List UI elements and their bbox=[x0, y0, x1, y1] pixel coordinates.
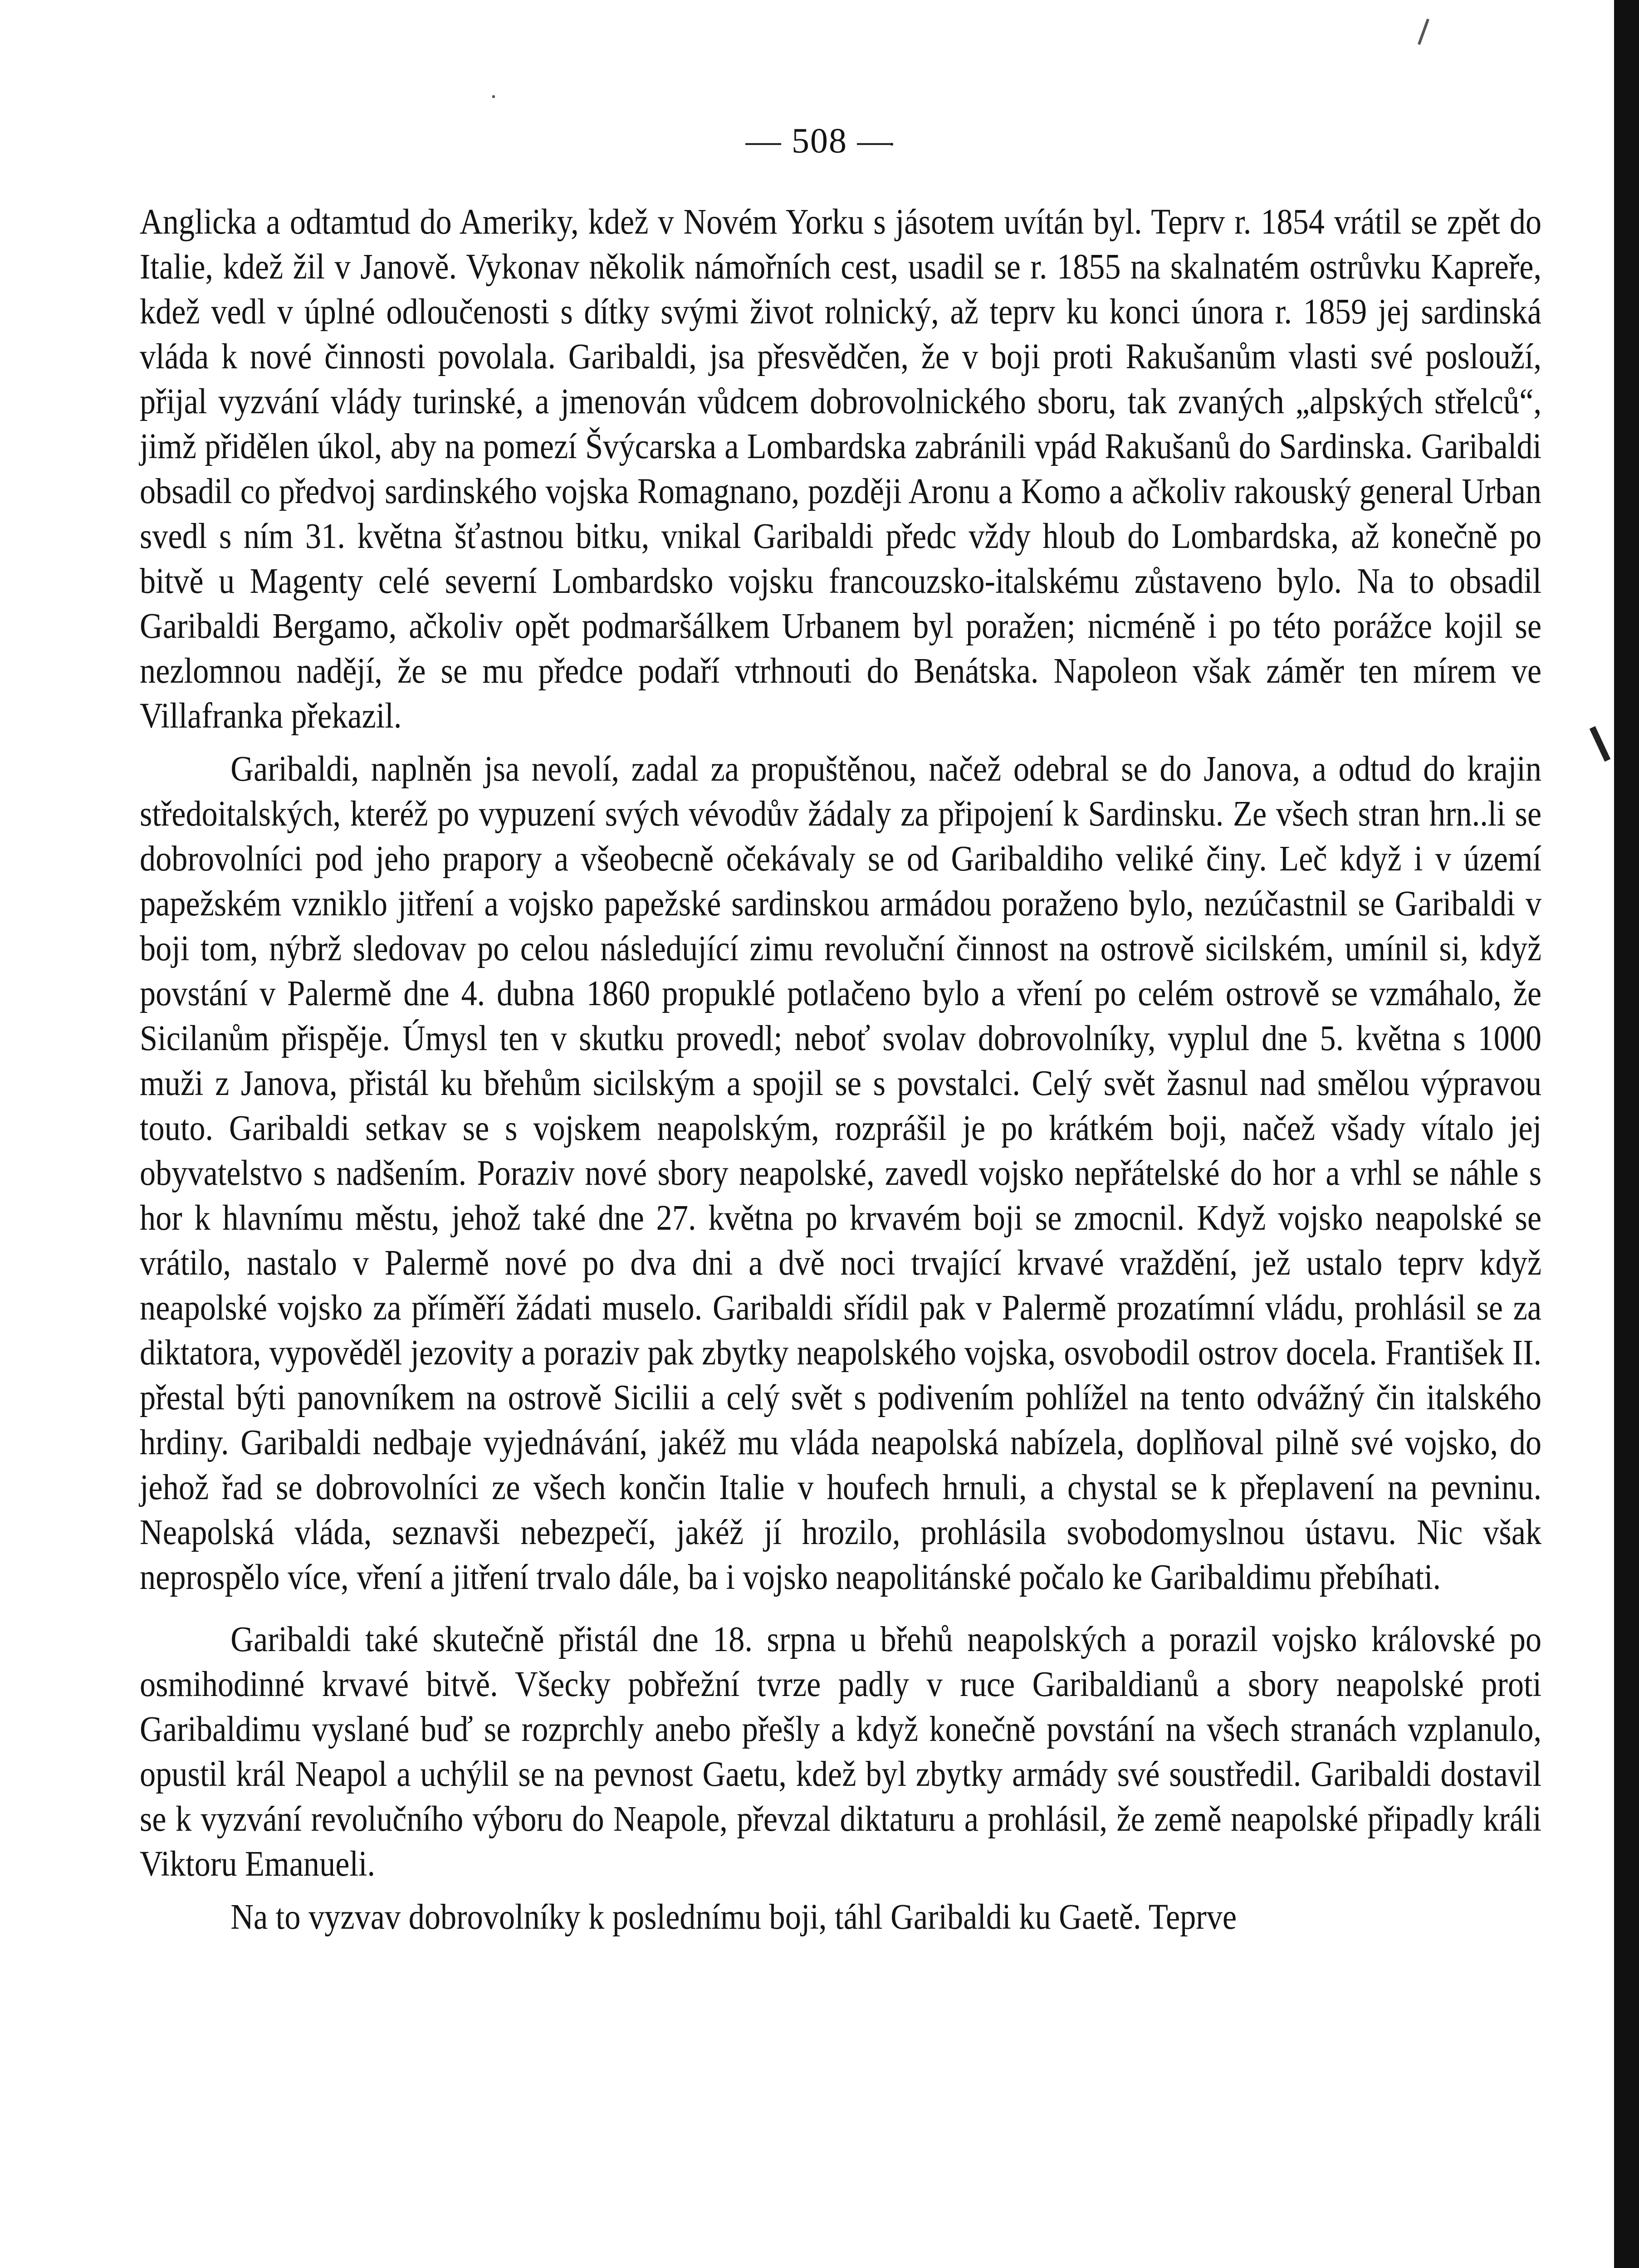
paragraph-4: Na to vyzvav dobrovolníky k poslednímu boji, táhl Garibaldi ku Gaetě. Teprve bbox=[230, 1897, 1237, 1937]
text-body bbox=[140, 200, 1541, 1940]
scan-speck bbox=[1418, 19, 1429, 45]
paragraph-3: Garibaldi také skutečně přistál dne 18. srpna u břehů neapolských a porazil vojsko královské po osmihodinné krvavé bitvě. Všecky pobřežní tvrze padly v ruce Garibaldianů a sbory neapolské proti Garibaldimu vyslané buď se rozprchly anebo přešly a když konečně povstání na všech stranách vzplanulo, opustil král Neapol a uchýlil se na pevnost Gaetu, kdež byl zbytky armády své soustředil. Garibaldi dostavil se k vyzvání revolučního výboru do Neapole, převzal diktaturu a prohlásil, že země neapolské připadly králi Viktoru Emanueli. bbox=[140, 1620, 1542, 1884]
scan-speck bbox=[492, 95, 495, 98]
paragraph-1: Anglicka a odtamtud do Ameriky, kdež v Novém Yorku s jásotem uvítán byl. Teprv r. 1854 vrátil se zpět do Italie, kdež žil v Janově. Vykonav několik námořních cest, usadil se r. 1855 na skalnatém ostrůvku Kapreře, kdež vedl v úplné odloučenosti s dítky svými život rolnický, až teprv ku konci února r. 1859 jej sardinská vláda k nové činnosti povolala. Garibaldi, jsa přesvědčen, že v boji proti Rakušanům vlasti své poslouží, přijal vyzvání vlády turinské, a jmenován vůdcem dobrovolnického sboru, tak zvaných „alpských střelců“, jimž přidělen úkol, aby na pomezí Švýcarska a Lombardska zabránili vpád Rakušanů do Sardinska. Garibaldi obsadil co předvoj sardinského vojska Romagnano, později Aronu a Komo a ačkoliv rakouský general Urban svedl s ním 31. května šťastnou bitku, vnikal Garibaldi předc vždy hloub do Lombardska, až konečně po bitvě u Magenty celé severní Lombardsko vojsku francouzsko-italskému zůstaveno bylo. Na to obsadil Garibaldi Bergamo, ačkoliv opět podmaršálkem Urbanem byl poražen; nicméně i po této porážce kojil se nezlomnou nadějí, že se mu předce podaří vtrhnouti do Benátska. Napoleon však záměr ten mírem ve Villafranka překazil. bbox=[140, 202, 1542, 736]
page-number: — 508 — bbox=[745, 121, 894, 160]
margin-mark bbox=[1590, 726, 1610, 762]
paragraph-2: Garibaldi, naplněn jsa nevolí, zadal za propuštěnou, načež odebral se do Janova, a odtud do krajin středoitalských, kteréž po vypuzení svých vévodův žádaly za připojení k Sardinsku. Ze všech stran hrn..li se dobrovolníci pod jeho prapory a všeobecně očekávaly se od Garibaldiho veliké činy. Leč když i v území papežském vzniklo jitření a vojsko papežské sardinskou armádou poraženo bylo, nezúčastnil se Garibaldi v boji tom, nýbrž sledovav po celou následující zimu revoluční činnost na ostrově sicilském, umínil si, když povstání v Palermě dne 4. dubna 1860 propuklé potlačeno bylo a vření po celém ostrově se vzmáhalo, že Sicilanům přispěje. Úmysl ten v skutku provedl; neboť svolav dobrovolníky, vyplul dne 5. května s 1000 muži z Janova, přistál ku břehům sicilským a spojil se s povstalci. Celý svět žasnul nad smělou výpravou touto. Garibaldi setkav se s vojskem neapolským, rozprášil je po krátkém boji, načež všady vítalo jej obyvatelstvo s nadšením. Poraziv nové sbory neapolské, zavedl vojsko nepřátelské do hor a vrhl se náhle s hor k hlavnímu městu, jehož také dne 27. května po krvavém boji se zmocnil. Když vojsko neapolské se vrátilo, nastalo v Palermě nové po dva dni a dvě noci trvající krvavé vraždění, jež ustalo teprv když neapolské vojsko za příměří žádati muselo. Garibaldi sřídil pak v Palermě prozatímní vládu, prohlásil se za diktatora, vypověděl jezovity a poraziv pak zbytky neapolského vojska, osvobodil ostrov docela. František II. přestal býti panovníkem na ostrově Sicilii a celý svět s podivením pohlížel na tento odvážný čin italského hrdiny. Garibaldi nedbaje vyjednávání, jakéž mu vláda neapolská nabízela, doplňoval pilně své vojsko, do jehož řad se dobrovolníci ze všech končin Italie v houfech hrnuli, a chystal se k přeplavení na pevninu. Neapolská vláda, seznavši nebezpečí, jakéž jí hrozilo, prohlásila svobodomyslnou ústavu. Nic však neprospělo více, vření a jitření trvalo dále, ba i vojsko neapolitánské počalo ke Garibaldimu přebíhati. bbox=[140, 749, 1542, 1597]
